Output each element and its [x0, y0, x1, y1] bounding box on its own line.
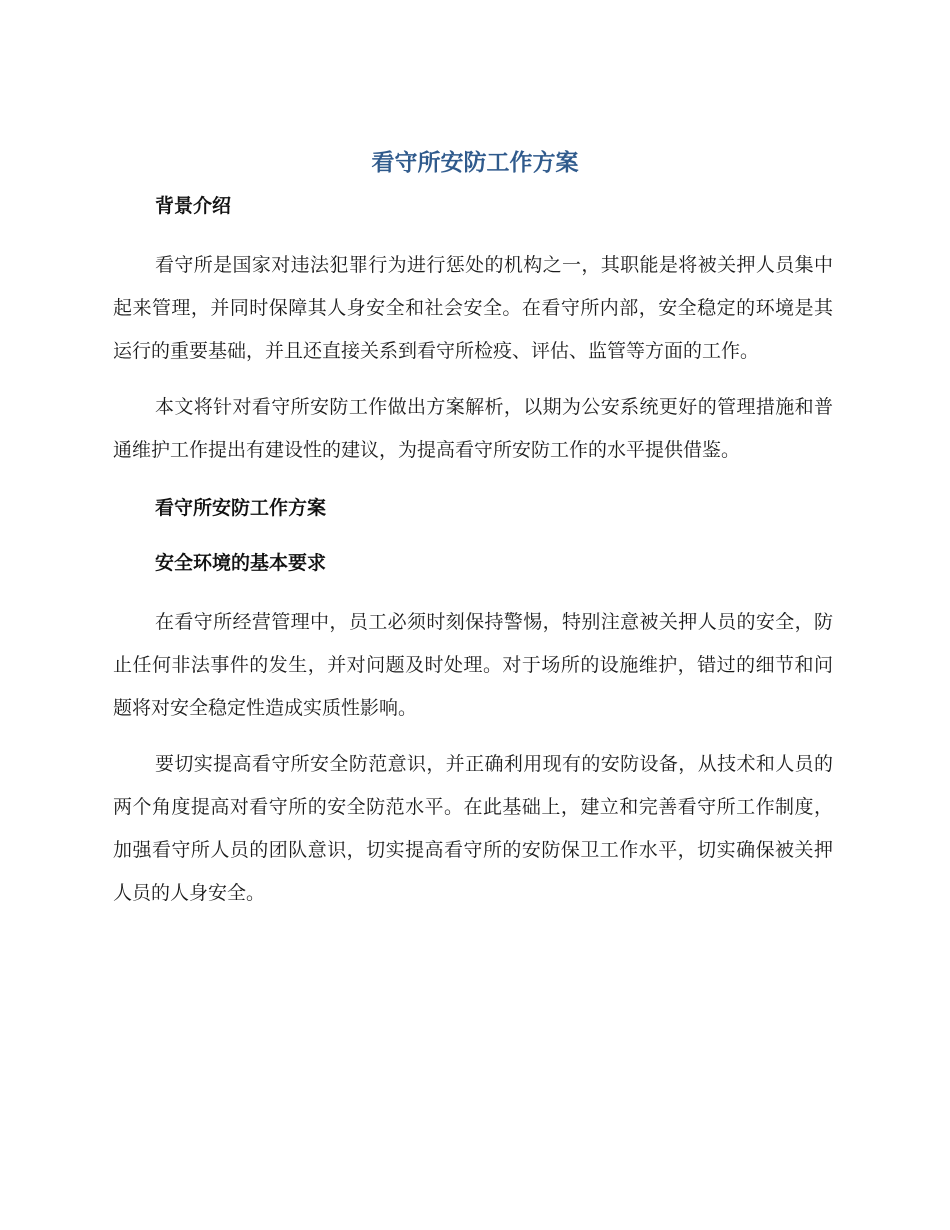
subsection-heading-requirements: 安全环境的基本要求	[155, 552, 327, 574]
section-heading-plan: 看守所安防工作方案	[155, 497, 327, 519]
paragraph-background-2: 本文将针对看守所安防工作做出方案解析，以期为公安系统更好的管理措施和普通维护工作提出有建设性的建议，为提高看守所安防工作的水平提供借鉴。	[113, 396, 833, 461]
section-heading-background: 背景介绍	[155, 195, 232, 217]
document-body	[113, 190, 833, 915]
paragraph-requirements-1: 在看守所经营管理中，员工必须时刻保持警惕，特别注意被关押人员的安全，防止任何非法事件的发生，并对问题及时处理。对于场所的设施维护，错过的细节和问题将对安全稳定性造成实质性影响。	[113, 611, 833, 719]
document-title: 看守所安防工作方案	[371, 150, 579, 176]
paragraph-requirements-2: 要切实提高看守所安全防范意识，并正确利用现有的安防设备，从技术和人员的两个角度提高对看守所的安全防范水平。在此基础上，建立和完善看守所工作制度，加强看守所人员的团队意识，切实提高看守所的安防保卫工作水平，切实确保被关押人员的人身安全。	[113, 753, 833, 904]
paragraph-background-1: 看守所是国家对违法犯罪行为进行惩处的机构之一，其职能是将被关押人员集中起来管理，并同时保障其人身安全和社会安全。在看守所内部，安全稳定的环境是其运行的重要基础，并且还直接关系到看守所检疫、评估、监管等方面的工作。	[113, 254, 833, 362]
